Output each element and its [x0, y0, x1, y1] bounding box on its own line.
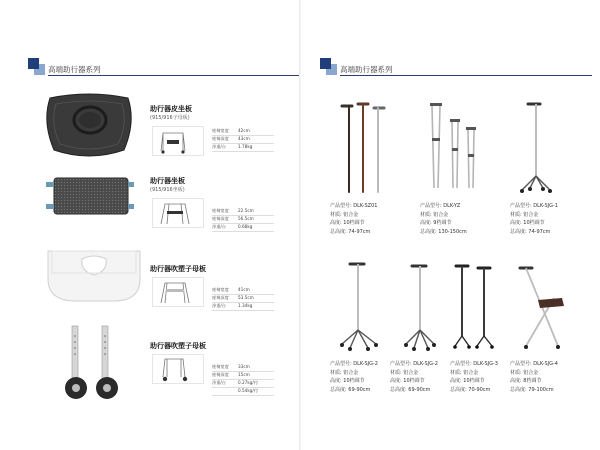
product-total-height: 总高度: 70-90cm [450, 386, 491, 393]
product-total-height: 总高度: 79-100cm [510, 386, 554, 393]
product-model: 产品型号: DLK-SJG-1 [510, 203, 558, 209]
product-model: 产品型号: DLK-YZ [420, 203, 461, 209]
product-material: 材质: 铝合金 [510, 211, 539, 218]
product-model: 产品型号: DLK-SJG-2 [330, 361, 378, 367]
product-model: 产品型号: DLK-SJG-3 [450, 361, 498, 367]
quad-canes-dark-image [452, 260, 504, 356]
product-model: 产品型号: DLK-SJG-2 [390, 361, 438, 367]
product-material: 材质: 铝合金 [510, 369, 539, 376]
product-material: 材质: 铝合金 [420, 211, 449, 218]
leather-seat-image [42, 92, 137, 160]
header-square-dark [28, 58, 39, 69]
product-info [420, 202, 467, 236]
spec-value: 0.68kg [238, 224, 253, 229]
spec-value: 33cm [238, 364, 250, 369]
product-subtitle: (915/916坐板) [150, 187, 185, 193]
spec-key [212, 388, 238, 395]
left-section-title: 高端助行器系列 [48, 65, 101, 74]
walker-thumbnail [152, 277, 204, 307]
product-info [330, 360, 378, 394]
seat-board-image [42, 172, 137, 220]
walker-thumbnail [152, 198, 204, 228]
right-header-rule [340, 75, 592, 76]
product-height: 高度: 10档调节 [450, 378, 485, 384]
quad-cane-image [338, 260, 382, 356]
product-model: 产品型号: DLK-SJG-4 [510, 361, 558, 367]
product-material: 材质: 铝合金 [330, 211, 359, 218]
product-material: 材质: 铝合金 [330, 369, 359, 376]
product-name: 助行器吹塑子母板 [150, 342, 206, 350]
spec-value: 0.27kg/付 [238, 380, 259, 385]
spec-key: 座椅深度 [212, 136, 229, 141]
crutches-image [424, 100, 484, 198]
product-info [510, 202, 558, 236]
product-info [450, 360, 498, 394]
product-height: 高度: 10档调节 [510, 220, 545, 226]
spec-value: 41cm [238, 287, 250, 292]
product-name: 助行器吹塑子母板 [150, 265, 206, 273]
product-total-height: 总高度: 74-97cm [330, 228, 371, 235]
spec-key: 净重/台 [212, 303, 226, 308]
right-section-title: 高端助行器系列 [340, 65, 393, 74]
spec-value: 1.34kg [238, 303, 253, 308]
product-material: 材质: 铝合金 [450, 369, 479, 376]
wheel-legs-image [62, 324, 127, 402]
right-page [300, 0, 600, 450]
spec-key: 座椅宽度 [212, 364, 229, 369]
spec-table [212, 287, 274, 311]
spec-value: 1.78kg [238, 144, 253, 149]
product-height: 高度: 8档调节 [510, 378, 542, 384]
product-name: 助行器皮坐板 [150, 105, 192, 113]
product-info [390, 360, 438, 394]
product-total-height: 总高度: 69-90cm [330, 386, 371, 393]
spec-key: 座椅深度 [212, 372, 229, 377]
header-square-dark [320, 58, 331, 69]
product-total-height: 总高度: 74-97cm [510, 228, 551, 235]
spec-key: 座椅宽度 [212, 208, 229, 213]
spec-key: 座椅宽度 [212, 287, 229, 292]
spec-table [212, 364, 274, 396]
product-height: 高度: 9档调节 [420, 220, 452, 226]
spec-value: 22.5cm [238, 208, 254, 213]
product-subtitle: (915/916子母板) [150, 115, 190, 121]
walker-thumbnail [152, 354, 204, 384]
seat-cane-image [514, 260, 570, 356]
spec-value: 42cm [238, 128, 250, 133]
product-height: 高度: 10档调节 [330, 378, 365, 384]
spec-key: 座椅深度 [212, 295, 229, 300]
product-material: 材质: 铝合金 [390, 369, 419, 376]
product-height: 高度: 10档调节 [330, 220, 365, 226]
spec-key: 净重/台 [212, 380, 226, 385]
spec-value: 56.5cm [238, 216, 254, 221]
product-model: 产品型号: DLK-SZ01 [330, 203, 378, 209]
quad-cane-image [516, 100, 556, 198]
product-height: 高度: 10档调节 [390, 378, 425, 384]
spec-key: 座椅深度 [212, 216, 229, 221]
quad-cane-image [398, 260, 442, 356]
product-total-height: 总高度: 130-150cm [420, 228, 467, 235]
spec-value: 43cm [238, 136, 250, 141]
spec-table [212, 128, 274, 152]
spec-value: 53.5cm [238, 295, 254, 300]
product-info [330, 202, 377, 236]
spec-value: 0.54kg/付 [238, 388, 259, 393]
spec-key: 座椅宽度 [212, 128, 229, 133]
spec-value: 15cm [238, 372, 250, 377]
left-header-rule [48, 75, 300, 76]
product-info [510, 360, 558, 394]
spec-table [212, 208, 274, 232]
walking-canes-image [336, 100, 388, 198]
blow-molded-board-image [42, 245, 147, 307]
spec-key: 净重/台 [212, 224, 226, 229]
spec-key: 净重/台 [212, 144, 226, 149]
walker-thumbnail [152, 126, 204, 156]
product-name: 助行器坐板 [150, 177, 185, 185]
product-total-height: 总高度: 69-90cm [390, 386, 431, 393]
